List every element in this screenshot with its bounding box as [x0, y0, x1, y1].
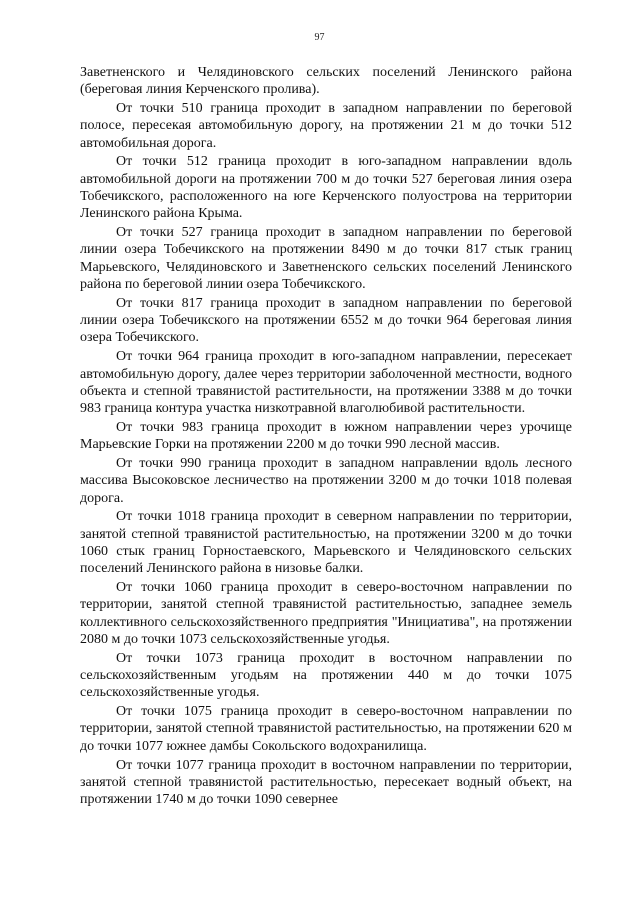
paragraph: От точки 512 граница проходит в юго-западном направлении вдоль автомобильной дороги на протяжении 700 м до точки 527 береговая линия озера Тобечикского, расположенного на юге Керченского полуострова на территории Ленинского района Крыма.	[80, 154, 572, 222]
paragraph: От точки 510 граница проходит в западном направлении по береговой полосе, пересекая автомобильную дорогу, на протяжении 21 м до точки 512 автомобильная дорога.	[80, 101, 572, 151]
paragraph: От точки 817 граница проходит в западном направлении по береговой линии озера Тобечикского на протяжении 6552 м до точки 964 береговая линия озера Тобечикского.	[80, 295, 572, 346]
paragraph: От точки 1075 граница проходит в северо-восточном направлении по территории, занятой степной травянистой растительностью, на протяжении 620 м до точки 1077 южнее дамбы Сокольского водохранилища.	[80, 704, 572, 754]
page-number: 97	[314, 32, 325, 43]
paragraph: От точки 1060 граница проходит в северо-восточном направлении по территории, занятой степной травянистой растительностью, западнее земель коллективного сельскохозяйственного предприятия "Инициатива", на протяжении 2080 м до точки 1073 сельскохозяйственные угодья.	[80, 580, 572, 647]
paragraph: От точки 1077 граница проходит в восточном направлении по территории, занятой степной травянистой растительностью, пересекает водный объект, на протяжении 1740 м до точки 1090 севернее	[80, 757, 572, 808]
paragraph: От точки 990 граница проходит в западном направлении вдоль лесного массива Высоковское лесничество на протяжении 3200 м до точки 1018 полевая дорога.	[80, 456, 572, 506]
paragraph: От точки 527 граница проходит в западном направлении по береговой линии озера Тобечикского на протяжении 8490 м до точки 817 стык границ Марьевского, Челядиновского и Заветненского сельских поселений Ленинского района по береговой линии озера Тобечикского.	[80, 225, 572, 293]
paragraph: От точки 1018 граница проходит в северном направлении по территории, занятой степной травянистой растительностью, на протяжении 3200 м до точки 1060 стык границ Горностаевского, Марьевского и Челядиновского сельских поселений Ленинского района в низовье балки.	[80, 509, 572, 577]
paragraph: От точки 964 граница проходит в юго-западном направлении, пересекает автомобильную дорогу, далее через территории заболоченной местности, водного объекта и степной травянистой растительности, на протяжении 3388 м до точки 983 граница контура участка низкотравной влаголюбивой растительности.	[80, 349, 572, 417]
paragraph: От точки 983 граница проходит в южном направлении через урочище Марьевские Горки на протяжении 2200 м до точки 990 лесной массив.	[80, 419, 572, 453]
paragraph: От точки 1073 граница проходит в восточном направлении по сельскохозяйственным угодьям на протяжении 440 м до точки 1075 сельскохозяйственные угодья.	[80, 650, 572, 701]
document-body	[80, 64, 572, 810]
paragraph: Заветненского и Челядиновского сельских поселений Ленинского района (береговая линия Керченского пролива).	[80, 65, 572, 98]
